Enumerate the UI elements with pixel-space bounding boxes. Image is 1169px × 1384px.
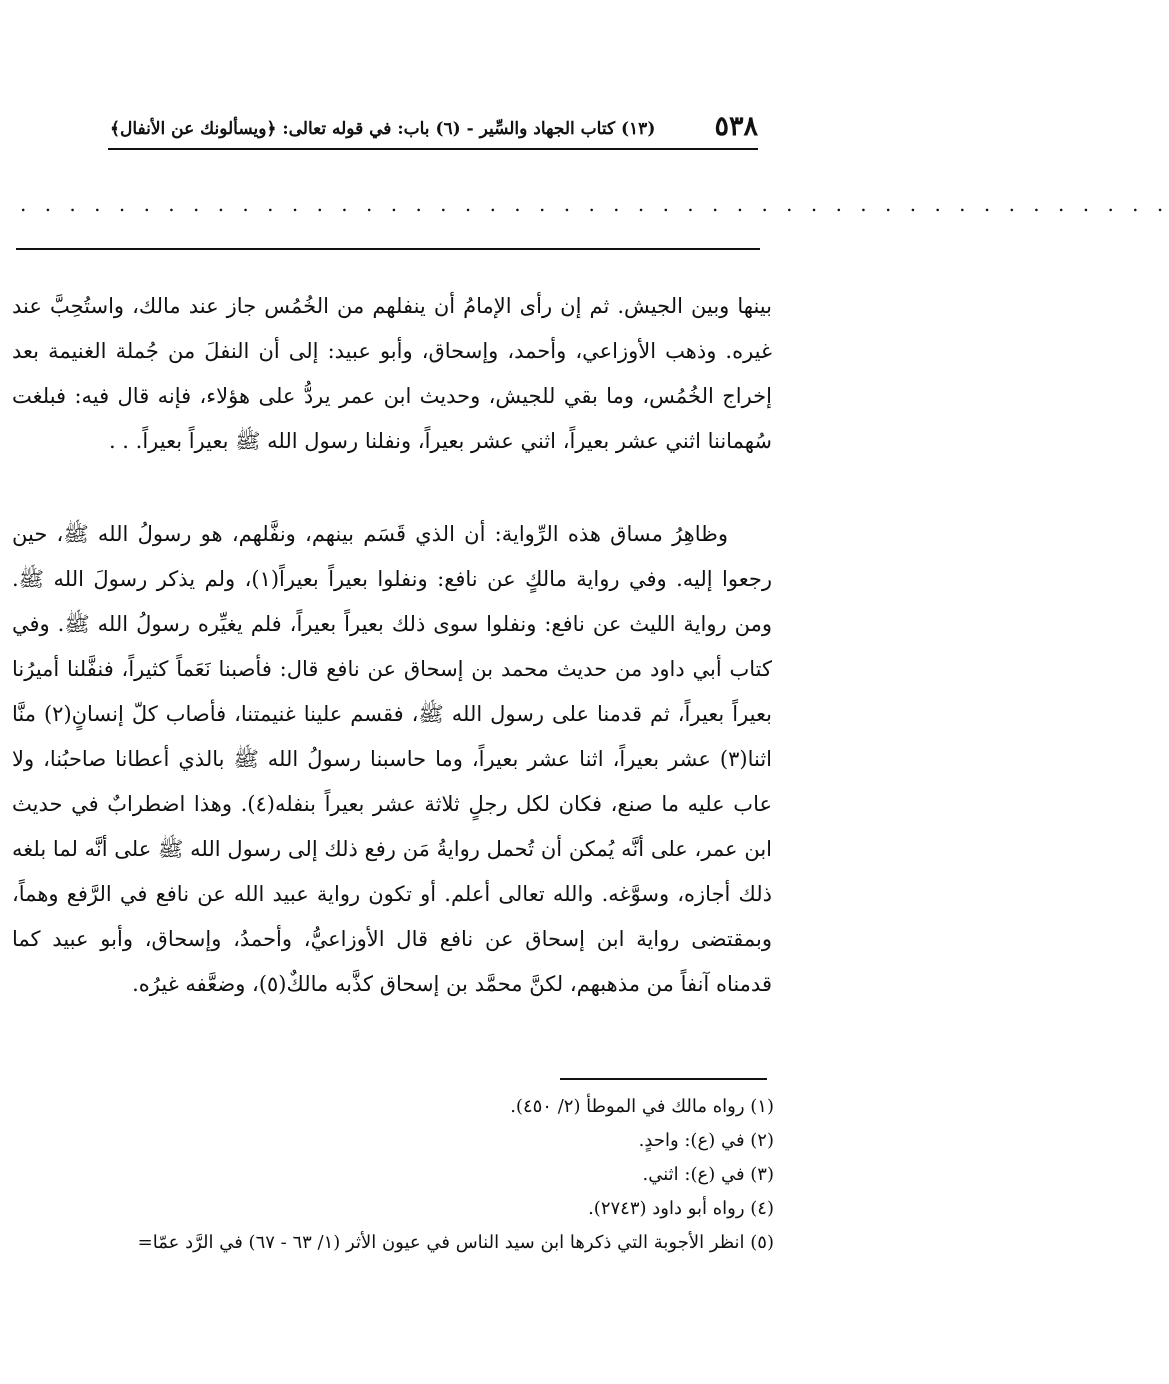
- footnote-2: (٢) في (ع): واحدٍ.: [638, 1130, 774, 1151]
- footnote-5: (٥) انظر الأجوبة التي ذكرها ابن سيد الناس في عيون الأثر (١/ ٦٣ - ٦٧) في الرَّد عمّا=: [137, 1232, 774, 1253]
- body-paragraph-1: [12, 284, 772, 464]
- footnote-4: (٤) رواه أبو داود (٢٧٤٣).: [588, 1198, 774, 1219]
- running-title: (١٣) كتاب الجهاد والسِّير - (٦) باب: في قوله تعالى: ﴿ويسألونك عن الأنفال﴾: [110, 119, 656, 139]
- footnote-rule: [560, 1078, 767, 1080]
- page-number: ٥٣٨: [714, 111, 758, 142]
- body-paragraph-2: [12, 512, 772, 1007]
- footnote-3: (٣) في (ع): اثني.: [642, 1164, 774, 1185]
- paragraph-text: وظاهِرُ مساق هذه الرِّواية: أن الذي قَسَم بينهم، ونفَّلهم، هو رسولُ الله ﷺ، حين رجعوا إليه. وفي رواية مالكٍ عن نافع: ونفلوا بعيراً بعيراً(١)، ولم يذكر رسولَ الله ﷺ. ومن رواية الليث عن نافع: ونفلوا سوى ذلك بعيراً بعيراً، فلم يغيِّره رسولُ الله ﷺ. وفي كتاب أبي داود من حديث محمد بن إسحاق عن نافع قال: فأصبنا نَعَماً كثيراً، فنفَّلنا أميرُنا بعيراً بعيراً، ثم قدمنا على رسول الله ﷺ، فقسم علينا غنيمتنا، فأصاب كلّ إنسانٍ(٢) منَّا اثنا(٣) عشر بعيراً، اثنا عشر بعيراً، وما حاسبنا رسولُ الله ﷺ بالذي أعطانا صاحبُنا، ولا عاب عليه ما صنع، فكان لكل رجلٍ ثلاثة عشر بعيراً بنفله(٤). وهذا اضطرابٌ في حديث ابن عمر، على أنَّه يُمكن أن تُحمل روايةُ مَن رفع ذلك إلى رسول الله ﷺ على أنَّه لما بلغه ذلك أجازه، وسوَّغه. والله تعالى أعلم. أو تكون رواية عبيد الله عن نافع في الرَّفع وهماً، وبمقتضى رواية ابن إسحاق عن نافع قال الأوزاعيُّ، وأحمدُ، وإسحاق، وأبو عبيد كما قدمناه آنفاً من مذهبهم، لكنَّ محمَّد بن إسحاق كذَّبه مالكٌ(٥)، وضعَّفه غيرُه.: [12, 522, 772, 996]
- footnote-1: (١) رواه مالك في الموطأ (٢/ ٤٥٠).: [510, 1096, 774, 1117]
- section-rule: [16, 248, 760, 250]
- paragraph-text: بينها وبين الجيش. ثم إن رأى الإمامُ أن ينفلهم من الخُمُس جاز عند مالك، واستُحِبَّ عند غيره. وذهب الأوزاعي، وأحمد، وإسحاق، وأبو عبيد: إلى أن النفلَ من جُملة الغنيمة بعد إخراج الخُمُس، وما بقي للجيش، وحديث ابن عمر يردُّ على هؤلاء، فإنه قال فيه: فبلغت سُهماننا اثني عشر بعيراً، اثني عشر بعيراً، ونفلنا رسول الله ﷺ بعيراً بعيراً. . .: [12, 294, 772, 453]
- header-rule: [108, 148, 758, 150]
- page-header: [110, 112, 758, 146]
- omission-dots: . . . . . . . . . . . . . . . . . . . . . . . . . . . . . . . . . . . . . . . . . . . . . . .: [20, 192, 1169, 216]
- footnotes: [8, 1090, 774, 1260]
